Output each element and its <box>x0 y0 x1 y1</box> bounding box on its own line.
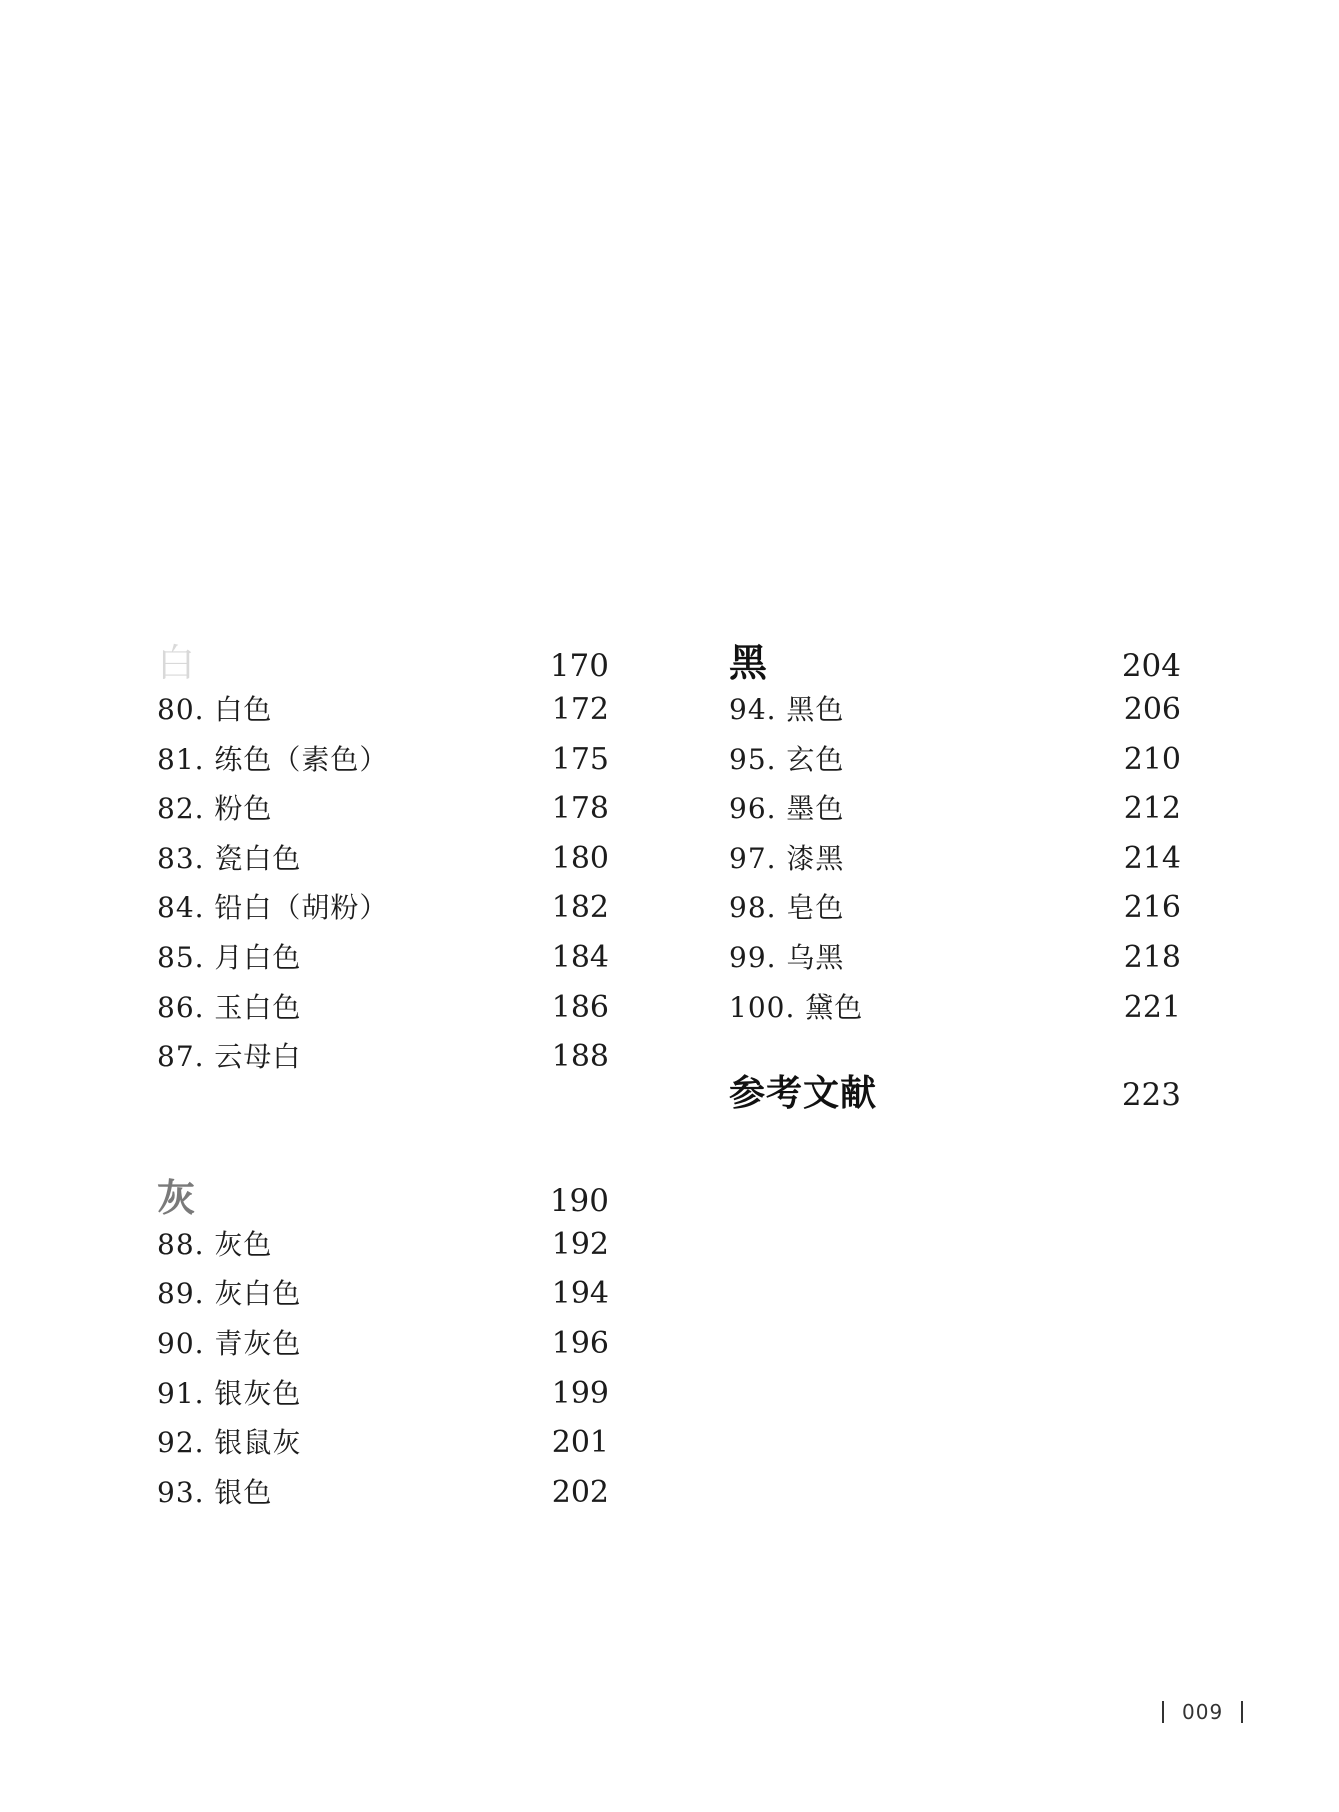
page-number-footer <box>1162 1699 1243 1725</box>
entry-label: 80. 白色 <box>157 693 273 726</box>
toc-section-white <box>157 632 609 1085</box>
entry-page-number: 180 <box>551 840 609 876</box>
toc-entry[interactable] <box>157 1372 609 1422</box>
entry-page-number: 206 <box>1123 692 1181 727</box>
entry-label: 81. 练色（素色） <box>157 742 389 776</box>
toc-entry[interactable] <box>157 1421 609 1471</box>
entry-label: 87. 云母白 <box>157 1040 302 1074</box>
entry-page-number: 192 <box>551 1226 609 1262</box>
entry-page-number: 175 <box>551 741 609 777</box>
entry-label: 84. 铅白（胡粉） <box>157 891 389 925</box>
entry-label: 86. 玉白色 <box>157 990 302 1024</box>
section-title: 白 <box>157 641 198 685</box>
entry-page-number: 201 <box>551 1425 609 1461</box>
section-title: 参考文献 <box>729 1072 878 1115</box>
entry-page-number: 194 <box>551 1276 609 1312</box>
toc-entry[interactable] <box>157 1471 609 1521</box>
page-number: 009 <box>1182 1700 1224 1724</box>
toc-entry[interactable] <box>157 1272 609 1322</box>
section-page-number: 190 <box>549 1182 609 1219</box>
entry-label: 99. 乌黑 <box>729 940 845 974</box>
toc-entry[interactable] <box>729 886 1181 936</box>
section-heading[interactable] <box>157 632 609 688</box>
toc-entry[interactable] <box>729 787 1181 837</box>
section-heading[interactable] <box>729 1065 1181 1121</box>
section-page-number: 223 <box>1121 1077 1181 1114</box>
toc-section-references <box>729 1065 1181 1121</box>
entry-label: 98. 皂色 <box>729 891 845 925</box>
entry-page-number: 196 <box>551 1325 609 1361</box>
entry-page-number: 210 <box>1123 741 1181 777</box>
section-heading[interactable] <box>157 1167 609 1223</box>
toc-section-black <box>729 632 1181 1035</box>
entry-label: 96. 墨色 <box>729 792 845 826</box>
toc-right-column <box>729 632 1181 1121</box>
toc-entry[interactable] <box>729 986 1181 1036</box>
entry-label: 95. 玄色 <box>729 742 845 776</box>
entry-page-number: 186 <box>551 989 609 1025</box>
entry-label: 93. 银色 <box>157 1475 273 1509</box>
toc-entry[interactable] <box>157 936 609 986</box>
section-title: 黑 <box>729 640 770 685</box>
toc-entry[interactable] <box>157 886 609 936</box>
entry-label: 100. 黛色 <box>729 990 864 1024</box>
entry-page-number: 199 <box>551 1375 609 1411</box>
section-page-number: 204 <box>1121 648 1181 684</box>
entry-page-number: 212 <box>1123 791 1181 827</box>
entry-page-number: 221 <box>1123 989 1181 1025</box>
entry-page-number: 214 <box>1123 840 1181 876</box>
entry-label: 92. 银鼠灰 <box>157 1426 302 1460</box>
toc-entry[interactable] <box>729 738 1181 788</box>
section-title: 灰 <box>157 1174 198 1220</box>
entry-page-number: 184 <box>551 939 609 975</box>
entry-page-number: 172 <box>551 692 609 727</box>
section-page-number: 170 <box>549 648 609 684</box>
entry-page-number: 216 <box>1123 890 1181 926</box>
entry-page-number: 202 <box>551 1474 609 1510</box>
entry-label: 88. 灰色 <box>157 1227 273 1261</box>
entry-label: 90. 青灰色 <box>157 1326 302 1360</box>
toc-entry[interactable] <box>157 1223 609 1273</box>
toc-entry[interactable] <box>729 936 1181 986</box>
entry-label: 83. 瓷白色 <box>157 841 302 875</box>
toc-section-gray <box>157 1167 609 1521</box>
toc-entry[interactable] <box>157 688 609 738</box>
toc-entry[interactable] <box>157 986 609 1036</box>
entry-label: 94. 黑色 <box>729 693 845 726</box>
toc-entry[interactable] <box>729 688 1181 738</box>
entry-label: 82. 粉色 <box>157 792 273 826</box>
toc-entry[interactable] <box>157 1035 609 1085</box>
entry-page-number: 218 <box>1123 939 1181 975</box>
toc-entry[interactable] <box>157 738 609 788</box>
entry-page-number: 178 <box>551 791 609 827</box>
toc-entry[interactable] <box>157 1322 609 1372</box>
toc-left-column <box>157 632 609 1520</box>
page-number-divider <box>1241 1701 1243 1723</box>
page-number-divider <box>1162 1701 1164 1723</box>
entry-label: 97. 漆黑 <box>729 841 845 875</box>
entry-page-number: 188 <box>551 1039 609 1075</box>
toc-entry[interactable] <box>157 787 609 837</box>
entry-page-number: 182 <box>551 890 609 926</box>
toc-entry[interactable] <box>729 837 1181 887</box>
section-heading[interactable] <box>729 632 1181 688</box>
entry-label: 89. 灰白色 <box>157 1277 302 1311</box>
toc-entry[interactable] <box>157 837 609 887</box>
entry-label: 85. 月白色 <box>157 940 302 974</box>
entry-label: 91. 银灰色 <box>157 1376 302 1410</box>
